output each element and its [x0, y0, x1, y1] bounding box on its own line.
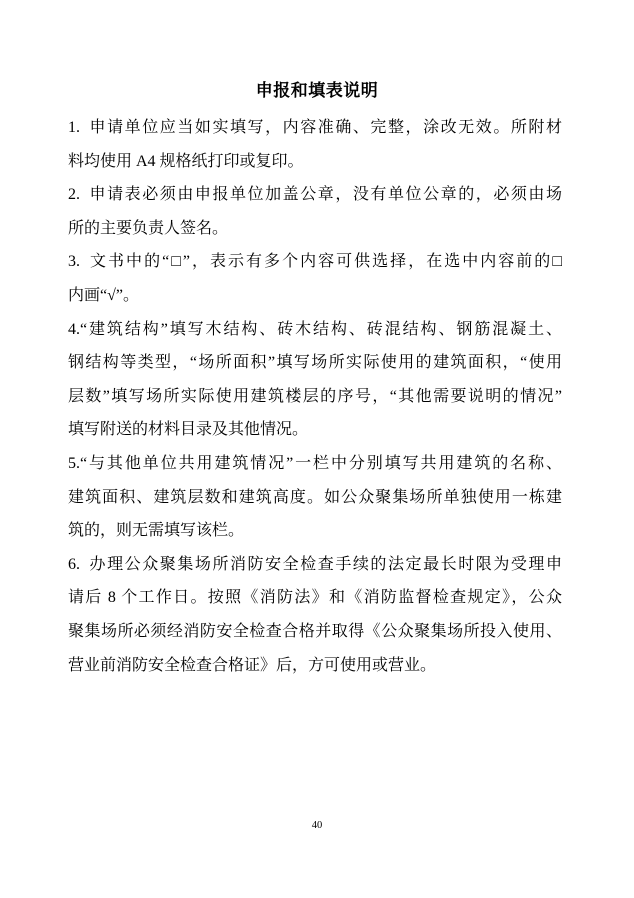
- instruction-line: 2. 申请表必须由申报单位加盖公章，没有单位公章的，必须由场: [68, 186, 562, 204]
- instruction-line: 内画“√”。: [68, 286, 139, 304]
- instruction-line: 填写附送的材料目录及其他情况。: [68, 421, 309, 439]
- page-number: 40: [311, 820, 323, 831]
- instruction-item-2: [68, 178, 562, 245]
- instruction-item-3: [68, 245, 562, 312]
- instruction-line: 请后 8 个工作日。按照《消防法》和《消防监督检查规定》，公众: [68, 589, 562, 607]
- instruction-item-5: [68, 447, 562, 548]
- instruction-line: 所的主要负责人签名。: [68, 219, 229, 237]
- instruction-line: 营业前消防安全检查合格证》后，方可使用或营业。: [68, 656, 437, 674]
- instruction-line: 筑的，则无需填写该栏。: [68, 522, 245, 540]
- page-title: 申报和填表说明: [255, 81, 379, 100]
- instruction-line: 聚集场所必须经消防安全检查合格并取得《公众聚集场所投入使用、: [68, 622, 562, 640]
- instruction-item-1: [68, 111, 562, 178]
- instruction-line: 3. 文书中的“□”，表示有多个内容可供选择，在选中内容前的□: [68, 253, 562, 271]
- instruction-item-6: [68, 548, 562, 682]
- instruction-line: 4.“建筑结构”填写木结构、砖木结构、砖混结构、钢筋混凝土、: [68, 320, 562, 338]
- instruction-line: 钢结构等类型，“场所面积”填写场所实际使用的建筑面积，“使用: [68, 354, 562, 372]
- instruction-line: 料均使用 A4 规格纸打印或复印。: [68, 152, 304, 170]
- instruction-item-4: [68, 313, 562, 447]
- instructions-list: [68, 111, 562, 682]
- instruction-line: 5.“与其他单位共用建筑情况”一栏中分别填写共用建筑的名称、: [68, 454, 562, 472]
- instruction-line: 层数”填写场所实际使用建筑楼层的序号，“其他需要说明的情况”: [68, 387, 562, 405]
- instruction-line: 建筑面积、建筑层数和建筑高度。如公众聚集场所单独使用一栋建: [68, 488, 562, 506]
- instruction-line: 1. 申请单位应当如实填写，内容准确、完整，涂改无效。所附材: [68, 119, 562, 136]
- instruction-line: 6. 办理公众聚集场所消防安全检查手续的法定最长时限为受理申: [68, 555, 562, 573]
